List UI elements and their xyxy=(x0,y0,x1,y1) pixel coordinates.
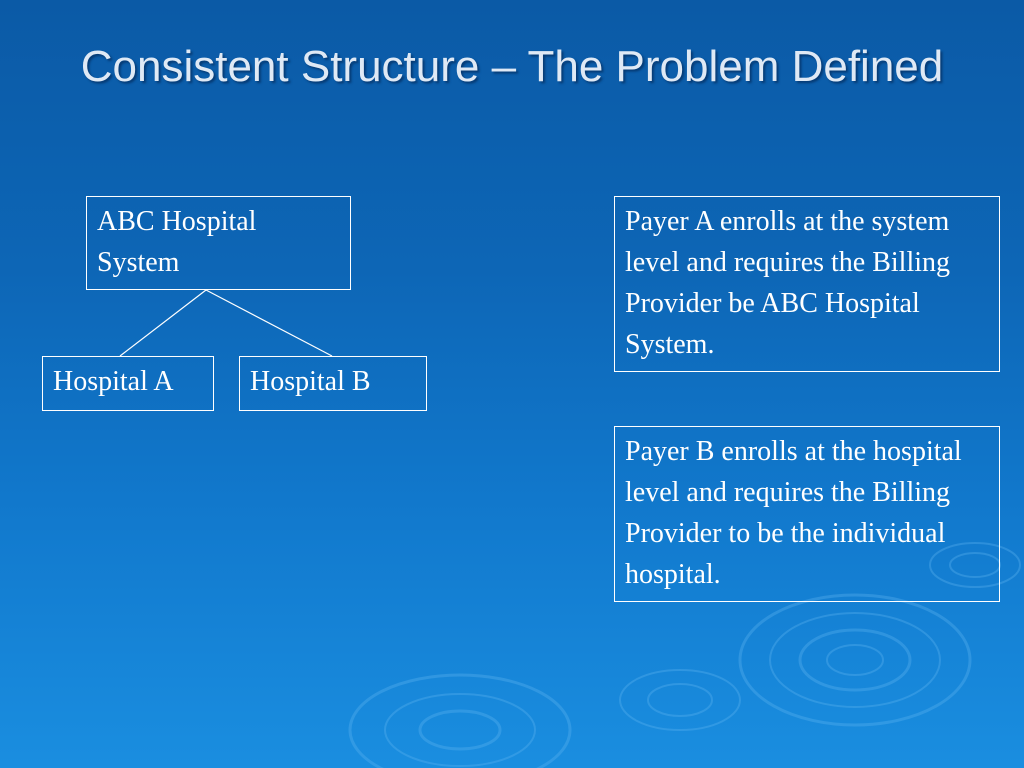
note-box-payer-b: Payer B enrolls at the hospital level and requires the Billing Provider to be the individual hospital. xyxy=(614,426,1000,602)
slide-title: Consistent Structure – The Problem Defined xyxy=(80,42,944,91)
org-box-hospital-system: ABC Hospital System xyxy=(86,196,351,290)
org-box-hospital-a: Hospital A xyxy=(42,356,214,411)
note-box-payer-a: Payer A enrolls at the system level and requires the Billing Provider be ABC Hospital System. xyxy=(614,196,1000,372)
connector-line-hospital-a xyxy=(120,290,206,356)
org-box-hospital-b: Hospital B xyxy=(239,356,427,411)
connector-line-hospital-b xyxy=(206,290,332,356)
